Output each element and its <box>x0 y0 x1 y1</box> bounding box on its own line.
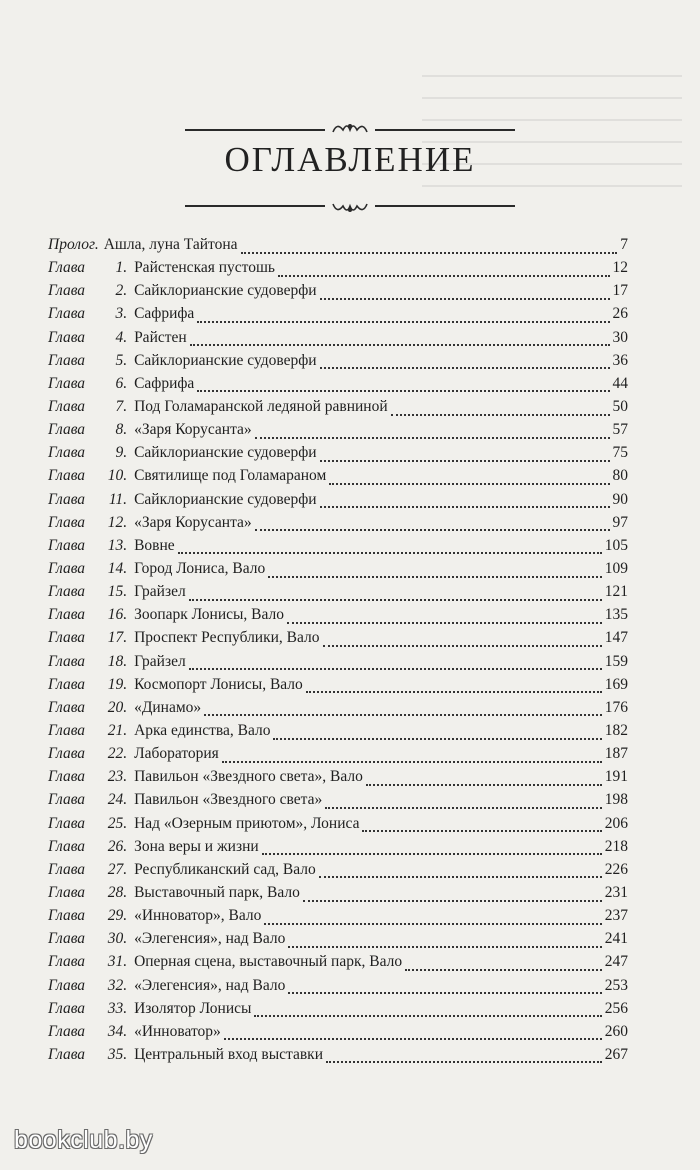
chapter-number: 2. <box>115 282 128 300</box>
chapter-label: Глава <box>48 259 86 277</box>
page-number: 169 <box>604 675 628 693</box>
toc-entry-chapter[interactable] <box>48 398 628 421</box>
chapter-label: Глава <box>48 791 86 809</box>
dot-leader <box>190 344 610 346</box>
page-number: 26 <box>612 305 628 323</box>
entry-title: Арка единства, Вало <box>134 721 271 739</box>
toc-entry-chapter[interactable] <box>48 953 628 976</box>
page-number: 30 <box>612 328 628 346</box>
chapter-number: 11. <box>108 490 128 508</box>
toc-entry-chapter[interactable] <box>48 259 628 282</box>
entry-title: Павильон «Звездного света», Вало <box>134 768 363 786</box>
page-number: 90 <box>612 490 628 508</box>
chapter-label: Глава <box>48 745 86 763</box>
chapter-label: Глава <box>48 976 86 994</box>
chapter-number: 35. <box>107 1045 128 1063</box>
chapter-label: Глава <box>48 953 86 971</box>
page-number: 75 <box>612 444 628 462</box>
toc-entry-chapter[interactable] <box>48 768 628 791</box>
chapter-label: Глава <box>48 467 86 485</box>
toc-entry-chapter[interactable] <box>48 421 628 444</box>
dot-leader <box>197 321 609 323</box>
page-number: 12 <box>612 259 628 277</box>
chapter-label: Глава <box>48 328 86 346</box>
page-number: 105 <box>604 536 628 554</box>
entry-title: Город Лониса, Вало <box>134 559 266 577</box>
dot-leader <box>320 367 610 369</box>
toc-entry-chapter[interactable] <box>48 444 628 467</box>
entry-title: Вовне <box>134 536 175 554</box>
chapter-number: 6. <box>115 374 128 392</box>
chapter-number: 5. <box>115 351 128 369</box>
prologue-label: Пролог. <box>48 236 99 253</box>
entry-title: Республиканский сад, Вало <box>134 860 316 878</box>
chapter-number: 33. <box>107 999 128 1017</box>
chapter-number: 10. <box>107 467 128 485</box>
table-of-contents <box>48 236 628 1069</box>
toc-entry-chapter[interactable] <box>48 352 628 375</box>
dot-leader <box>268 576 602 578</box>
chapter-number: 1. <box>115 259 128 277</box>
chapter-label: Глава <box>48 675 86 693</box>
page-number: 36 <box>612 351 628 369</box>
dot-leader <box>204 714 602 716</box>
entry-title: Райстен <box>134 328 187 346</box>
page-number: 80 <box>612 467 628 485</box>
toc-entry-chapter[interactable] <box>48 815 628 838</box>
dot-leader <box>224 1038 602 1040</box>
chapter-label: Глава <box>48 351 86 369</box>
chapter-number: 18. <box>107 652 128 670</box>
entry-title: Сайклорианские судоверфи <box>134 444 317 462</box>
dot-leader <box>255 437 610 439</box>
toc-entry-chapter[interactable] <box>48 375 628 398</box>
chapter-number: 30. <box>107 930 128 948</box>
entry-title: Сафрифа <box>134 374 195 392</box>
entry-title: Лаборатория <box>134 745 219 763</box>
chapter-number: 13. <box>107 536 128 554</box>
entry-title: «Заря Корусанта» <box>134 421 252 439</box>
entry-title: Над «Озерным приютом», Лониса <box>134 814 360 832</box>
page-number: 109 <box>604 559 628 577</box>
dot-leader <box>264 923 601 925</box>
chapter-label: Глава <box>48 883 86 901</box>
dot-leader <box>323 645 602 647</box>
dot-leader <box>320 506 610 508</box>
chapter-number: 28. <box>107 883 128 901</box>
toc-entry-chapter[interactable] <box>48 861 628 884</box>
toc-entry-chapter[interactable] <box>48 653 628 676</box>
entry-title: Сафрифа <box>134 305 195 323</box>
page-number: 44 <box>612 374 628 392</box>
entry-title: Павильон «Звездного света» <box>134 791 323 809</box>
entry-title: Зона веры и жизни <box>134 837 259 855</box>
chapter-number: 15. <box>107 583 128 601</box>
chapter-label: Глава <box>48 1045 86 1063</box>
chapter-number: 14. <box>107 559 128 577</box>
entry-title: Под Голамаранской ледяной равниной <box>134 397 388 415</box>
chapter-number: 20. <box>107 698 128 716</box>
chapter-label: Глава <box>48 282 86 300</box>
toc-entry-chapter[interactable] <box>48 282 628 305</box>
chapter-label: Глава <box>48 860 86 878</box>
chapter-label: Глава <box>48 652 86 670</box>
toc-entry-chapter[interactable] <box>48 791 628 814</box>
chapter-label: Глава <box>48 490 86 508</box>
dot-leader <box>405 969 602 971</box>
toc-entry-chapter[interactable] <box>48 930 628 953</box>
dot-leader <box>197 390 609 392</box>
page-number: 7 <box>620 236 628 253</box>
page-number: 256 <box>604 999 628 1017</box>
chapter-label: Глава <box>48 536 86 554</box>
page-number: 121 <box>604 583 628 601</box>
chapter-label: Глава <box>48 513 86 531</box>
chapter-number: 12. <box>107 513 128 531</box>
page-number: 267 <box>604 1045 628 1063</box>
toc-entry-chapter[interactable] <box>48 583 628 606</box>
toc-entry-chapter[interactable] <box>48 606 628 629</box>
chapter-label: Глава <box>48 374 86 392</box>
toc-entry-prologue[interactable] <box>48 236 628 259</box>
entry-title: «Инноватор», Вало <box>134 907 262 925</box>
chapter-number: 19. <box>107 675 128 693</box>
page-number: 260 <box>604 1022 628 1040</box>
chapter-label: Глава <box>48 930 86 948</box>
chapter-number: 17. <box>107 629 128 647</box>
dot-leader <box>278 275 610 277</box>
page-number: 57 <box>612 421 628 439</box>
dot-leader <box>306 691 602 693</box>
dot-leader <box>273 738 601 740</box>
page-number: 159 <box>604 652 628 670</box>
toc-entry-chapter[interactable] <box>48 699 628 722</box>
chapter-label: Глава <box>48 1022 86 1040</box>
dot-leader <box>189 668 602 670</box>
page-number: 206 <box>604 814 628 832</box>
dot-leader <box>362 830 601 832</box>
page-number: 247 <box>604 953 628 971</box>
toc-entry-chapter[interactable] <box>48 491 628 514</box>
page-number: 182 <box>604 721 628 739</box>
dot-leader <box>241 252 618 254</box>
page-number: 176 <box>604 698 628 716</box>
entry-title: Святилище под Голамараном <box>134 467 327 485</box>
entry-title: Сайклорианские судоверфи <box>134 490 317 508</box>
chapter-number: 26. <box>107 837 128 855</box>
entry-title: Райстенская пустошь <box>134 259 275 277</box>
entry-title: Сайклорианские судоверфи <box>134 351 317 369</box>
toc-entry-chapter[interactable] <box>48 884 628 907</box>
toc-entry-chapter[interactable] <box>48 329 628 352</box>
dot-leader <box>287 622 602 624</box>
toc-entry-chapter[interactable] <box>48 560 628 583</box>
chapter-number: 31. <box>107 953 128 971</box>
chapter-label: Глава <box>48 629 86 647</box>
dot-leader <box>326 1061 602 1063</box>
chapter-number: 27. <box>107 860 128 878</box>
toc-entry-chapter[interactable] <box>48 1000 628 1023</box>
dot-leader <box>366 784 602 786</box>
chapter-number: 21. <box>107 721 128 739</box>
chapter-label: Глава <box>48 559 86 577</box>
page-number: 187 <box>604 745 628 763</box>
dot-leader <box>288 992 601 994</box>
chapter-label: Глава <box>48 837 86 855</box>
entry-title: Выставочный парк, Вало <box>134 883 300 901</box>
entry-title: Изолятор Лонисы <box>134 999 252 1017</box>
chapter-number: 7. <box>115 397 128 415</box>
chapter-number: 9. <box>115 444 128 462</box>
page-number: 231 <box>604 883 628 901</box>
page-number: 17 <box>612 282 628 300</box>
toc-entry-chapter[interactable] <box>48 467 628 490</box>
entry-title: Ашла, луна Тайтона <box>103 236 238 253</box>
dot-leader <box>288 946 601 948</box>
dot-leader <box>319 876 602 878</box>
chapter-label: Глава <box>48 721 86 739</box>
toc-entry-chapter[interactable] <box>48 514 628 537</box>
entry-title: «Элегенсия», над Вало <box>134 930 286 948</box>
chapter-number: 3. <box>115 305 128 323</box>
chapter-label: Глава <box>48 305 86 323</box>
entry-title: Зоопарк Лонисы, Вало <box>134 606 285 624</box>
page-number: 191 <box>604 768 628 786</box>
dot-leader <box>255 529 610 531</box>
dot-leader <box>320 298 610 300</box>
entry-title: «Инноватор» <box>134 1022 221 1040</box>
page-number: 147 <box>604 629 628 647</box>
entry-title: Космопорт Лонисы, Вало <box>134 675 303 693</box>
dot-leader <box>189 599 602 601</box>
chapter-number: 4. <box>115 328 128 346</box>
dot-leader <box>178 552 602 554</box>
chapter-label: Глава <box>48 397 86 415</box>
chapter-number: 22. <box>107 745 128 763</box>
chapter-label: Глава <box>48 999 86 1017</box>
chapter-label: Глава <box>48 583 86 601</box>
chapter-number: 32. <box>107 976 128 994</box>
page-number: 135 <box>604 606 628 624</box>
toc-entry-chapter[interactable] <box>48 1023 628 1046</box>
toc-entry-chapter[interactable] <box>48 907 628 930</box>
chapter-label: Глава <box>48 606 86 624</box>
bottom-ornament-rule <box>185 200 515 216</box>
toc-entry-chapter[interactable] <box>48 305 628 328</box>
chapter-label: Глава <box>48 907 86 925</box>
toc-entry-chapter[interactable] <box>48 977 628 1000</box>
page-number: 97 <box>612 513 628 531</box>
toc-entry-chapter[interactable] <box>48 838 628 861</box>
chapter-number: 34. <box>107 1022 128 1040</box>
chapter-label: Глава <box>48 698 86 716</box>
dot-leader <box>391 414 610 416</box>
top-ornament-rule <box>185 120 515 136</box>
dot-leader <box>254 1015 601 1017</box>
toc-entry-chapter[interactable] <box>48 629 628 652</box>
page-number: 198 <box>604 791 628 809</box>
dot-leader <box>262 853 602 855</box>
chapter-number: 23. <box>107 768 128 786</box>
page-number: 226 <box>604 860 628 878</box>
entry-title: «Заря Корусанта» <box>134 513 252 531</box>
entry-title: Грайзел <box>134 583 186 601</box>
entry-title: Сайклорианские судоверфи <box>134 282 317 300</box>
entry-title: Проспект Республики, Вало <box>134 629 320 647</box>
dot-leader <box>303 900 602 902</box>
page-number: 237 <box>604 907 628 925</box>
page-number: 218 <box>604 837 628 855</box>
toc-entry-chapter[interactable] <box>48 745 628 768</box>
entry-title: «Динамо» <box>134 698 202 716</box>
toc-entry-chapter[interactable] <box>48 676 628 699</box>
chapter-number: 25. <box>107 814 128 832</box>
watermark-logo: bookclub.by <box>14 1126 153 1154</box>
page-number: 241 <box>604 930 628 948</box>
page-title: ОГЛАВЛЕНИЕ <box>224 140 476 179</box>
toc-entry-chapter[interactable] <box>48 722 628 745</box>
chapter-number: 16. <box>107 606 128 624</box>
entry-title: «Элегенсия», над Вало <box>134 976 286 994</box>
page-number: 253 <box>604 976 628 994</box>
page-number: 50 <box>612 397 628 415</box>
chapter-number: 29. <box>107 907 128 925</box>
toc-entry-chapter[interactable] <box>48 537 628 560</box>
dot-leader <box>320 460 610 462</box>
chapter-number: 24. <box>107 791 128 809</box>
dot-leader <box>222 761 602 763</box>
chapter-label: Глава <box>48 421 86 439</box>
chapter-label: Глава <box>48 768 86 786</box>
entry-title: Оперная сцена, выставочный парк, Вало <box>134 953 403 971</box>
dot-leader <box>329 483 609 485</box>
entry-title: Грайзел <box>134 652 186 670</box>
toc-entry-chapter[interactable] <box>48 1046 628 1069</box>
chapter-label: Глава <box>48 814 86 832</box>
entry-title: Центральный вход выставки <box>134 1045 323 1063</box>
chapter-label: Глава <box>48 444 86 462</box>
chapter-number: 8. <box>115 421 128 439</box>
dot-leader <box>325 807 602 809</box>
